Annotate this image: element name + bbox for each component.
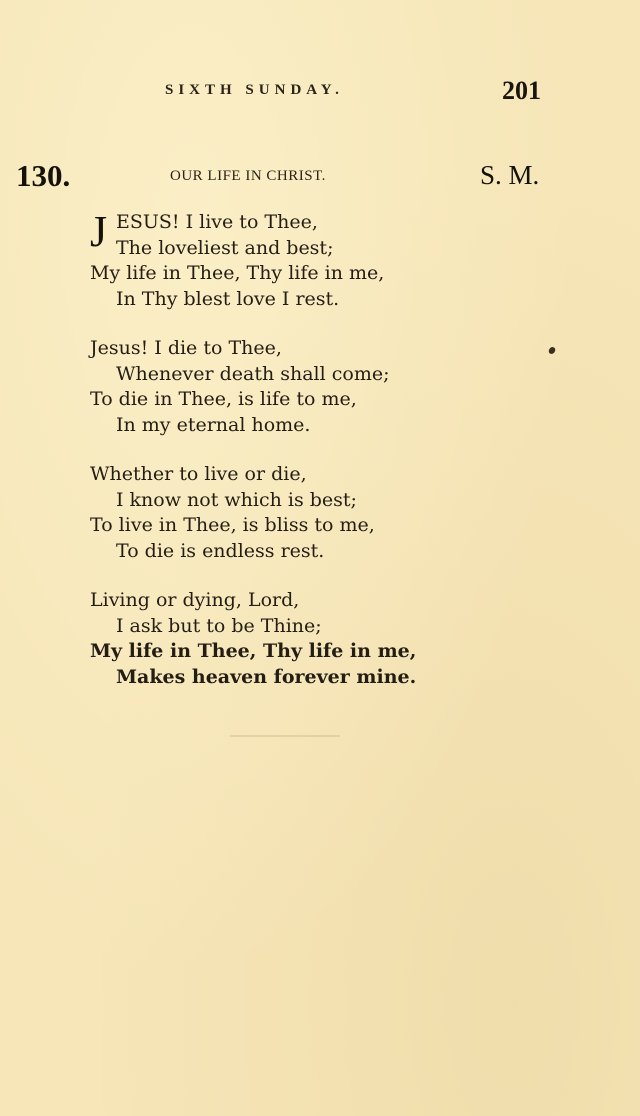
hymn-number: 130. xyxy=(16,158,71,193)
stanza-4 xyxy=(90,588,570,690)
stanza-1 xyxy=(90,207,570,312)
hymn-header xyxy=(0,158,640,194)
hymn-title: OUR LIFE IN CHRIST. xyxy=(170,168,326,184)
running-head-title: SIXTH SUNDAY. xyxy=(165,82,344,98)
stanza-line: Makes heaven forever mine. xyxy=(116,665,417,688)
stanza-line: My life in Thee, Thy life in me, xyxy=(90,640,417,662)
hymn-meter: S. M. xyxy=(480,160,540,190)
stanza-line-text: ESUS! I live to Thee, xyxy=(116,211,318,233)
stanza-line: To die is endless rest. xyxy=(116,539,325,562)
stanza-3 xyxy=(90,462,570,564)
stanza-line: I know not which is best; xyxy=(116,488,357,511)
stanza-line: Whenever death shall come; xyxy=(116,362,390,385)
hymn-text xyxy=(90,207,570,714)
stanza-line: To live in Thee, is bliss to me, xyxy=(90,514,375,536)
stanza-line: To die in Thee, is life to me, xyxy=(90,388,357,410)
stanza-line: In my eternal home. xyxy=(116,413,311,436)
stanza-line: Jesus! I die to Thee, xyxy=(90,337,282,359)
stanza-line: Whether to live or die, xyxy=(90,463,307,485)
show-through-rule xyxy=(230,735,340,737)
stanza-line: My life in Thee, Thy life in me, xyxy=(90,262,385,284)
stanza-line: In Thy blest love I rest. xyxy=(116,287,340,310)
running-head xyxy=(0,76,640,105)
stanza-2 xyxy=(90,336,570,438)
stanza-line: The loveliest and best; xyxy=(116,236,334,259)
page-number: 201 xyxy=(502,76,541,105)
stanza-line: I ask but to be Thine; xyxy=(116,614,322,637)
drop-cap: J xyxy=(90,207,108,256)
stanza-line: Living or dying, Lord, xyxy=(90,589,300,611)
